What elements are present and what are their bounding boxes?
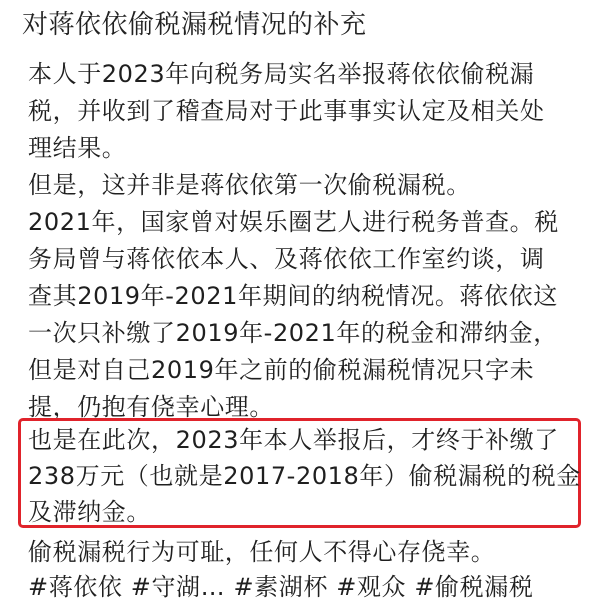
highlighted-line: 238万元（也就是2017-2018年）偷税漏税的税金 bbox=[28, 462, 581, 490]
paragraph-line: 偷税漏税行为可耻，任何人不得心存侥幸。 bbox=[28, 538, 496, 566]
hashtag-line: #蒋依依 #守湖… #素湖杯 #观众 #偷税漏税 bbox=[28, 573, 534, 601]
paragraph-line: 一次只补缴了2019年-2021年的税金和滞纳金， bbox=[28, 319, 558, 347]
paragraph-line: 提，仍抱有侥幸心理。 bbox=[28, 393, 274, 421]
paragraph-line: 税，并收到了稽查局对于此事事实认定及相关处 bbox=[28, 97, 545, 125]
paragraph-line: 务局曾与蒋依依本人、及蒋依依工作室约谈，调 bbox=[28, 245, 545, 273]
paragraph-line: 但是对自己2019年之前的偷税漏税情况只字未 bbox=[28, 356, 535, 384]
paragraph-line: 理结果。 bbox=[28, 134, 127, 162]
page-title: 对蒋依依偷税漏税情况的补充 bbox=[22, 10, 367, 40]
highlighted-line: 也是在此次，2023年本人举报后，才终于补缴了 bbox=[28, 426, 559, 454]
paragraph-line: 本人于2023年向税务局实名举报蒋依依偷税漏 bbox=[28, 60, 535, 88]
paragraph-line: 查其2019年-2021年期间的纳税情况。蒋依依这 bbox=[28, 282, 558, 310]
highlighted-line: 及滞纳金。 bbox=[28, 498, 151, 526]
paragraph-line: 但是，这并非是蒋依依第一次偷税漏税。 bbox=[28, 171, 471, 199]
paragraph-line: 2021年，国家曾对娱乐圈艺人进行税务普查。税 bbox=[28, 208, 559, 236]
